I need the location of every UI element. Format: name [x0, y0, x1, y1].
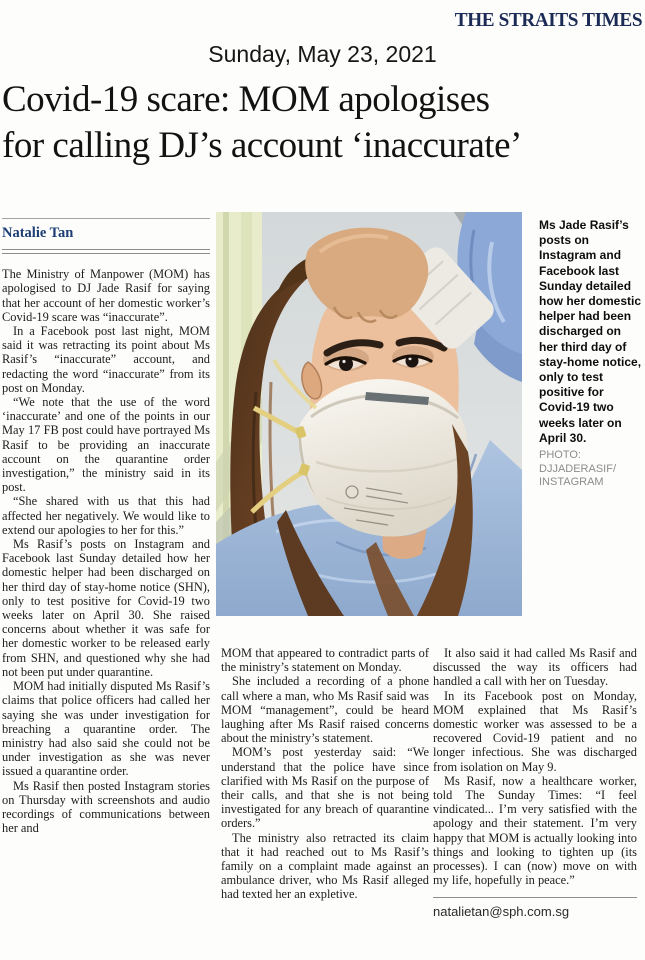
article-body-right	[433, 646, 637, 887]
photo-caption-text: Ms Jade Rasif’s posts on Instagram and Facebook last Sunday detailed how her domestic helper had been discharged on her third day of stay-home notice, only to test positive for Covid-19 two weeks later on April 30.	[539, 218, 642, 445]
headline-line1: Covid-19 scare: MOM apologises	[2, 79, 490, 120]
author-email: natalietan@sph.com.sg	[433, 904, 570, 920]
paragraph: She included a recording of a phone call where a man, who Ms Rasif said was MOM “management”, could be heard laughing after Ms Rasif raised concerns about the ministry’s statement.	[221, 674, 429, 746]
paragraph: MOM had initially disputed Ms Rasif’s claims that police officers had called her saying she was under investigation for breaching a quarantine order. The ministry had also said she could not be under investigation as she was never issued a quarantine order.	[2, 679, 210, 779]
byline-double-rule	[2, 249, 210, 254]
paragraph: The Ministry of Manpower (MOM) has apologised to DJ Jade Rasif for saying that her account of her domestic worker’s Covid-19 scare was “inaccurate”.	[2, 267, 210, 324]
article-body-left	[2, 267, 210, 835]
paragraph: Ms Rasif’s posts on Instagram and Facebook last Sunday detailed how her domestic helper had been discharged on her third day of stay-home notice (SHN), only to test positive for Covid-19 two weeks later on April 30. She raised concerns about whether it was safe for her domestic worker to be released early from SHN, and questioned why she had not been put under quarantine.	[2, 537, 210, 679]
column-left	[2, 218, 210, 835]
paragraph: “We note that the use of the word ‘inaccurate’ and one of the points in our May 17 FB post could have portrayed Ms Rasif to be providing an inaccurate account on the quarantine order investigation,” the ministry said in its post.	[2, 395, 210, 495]
article-body-middle	[221, 646, 429, 902]
paragraph: In its Facebook post on Monday, MOM explained that Ms Rasif’s domestic worker was assessed to be a recovered Covid-19 patient and no longer infectious. She was discharged from isolation on May 9.	[433, 688, 637, 774]
footer-rule	[433, 897, 637, 898]
paragraph: In a Facebook post last night, MOM said it was retracting its point about Ms Rasif’s “inaccurate” account, and redacting the word “inaccurate” from its post on Monday.	[2, 324, 210, 395]
date-line: Sunday, May 23, 2021	[208, 41, 437, 67]
paragraph: The ministry also retracted its claim that it had reached out to Ms Rasif’s family on a complaint made against an ambulance driver, who Ms Rasif alleged had texted her an expletive.	[221, 830, 429, 902]
headline-line2: for calling DJ’s account ‘inaccurate’	[2, 125, 522, 166]
photo-illustration	[216, 212, 522, 616]
paragraph: MOM’s post yesterday said: “We understand that the police have since clarified with Ms Rasif on the purpose of their calls, and that she is not being investigated for any breach of quarantine orders.”	[221, 745, 429, 831]
paragraph: It also said it had called Ms Rasif and discussed the way its officers had handled a call with her on Tuesday.	[433, 646, 637, 689]
paragraph: MOM that appeared to contradict parts of the ministry’s statement on Monday.	[221, 646, 429, 675]
column-right	[433, 646, 637, 920]
column-middle	[221, 646, 429, 902]
article-photo	[216, 212, 522, 616]
paragraph: “She shared with us that this had affected her negatively. We would like to extend our apologies to her for this.”	[2, 494, 210, 537]
photo-credit: PHOTO: DJJADERASIF/ INSTAGRAM	[539, 449, 617, 489]
article-headline	[2, 77, 644, 169]
paragraph: Ms Rasif, now a healthcare worker, told The Sunday Times: “I feel vindicated... I’m very satisfied with the apology and their statement. I’m very happy that MOM is actually looking into things and looking to tighten up (its processes). I can (now) move on with my life, hopefully in peace.”	[433, 773, 637, 888]
paragraph: Ms Rasif then posted Instagram stories on Thursday with screenshots and audio recordings of communications between her and	[2, 778, 210, 836]
photo-caption	[539, 218, 643, 490]
byline-author: Natalie Tan	[2, 225, 74, 241]
straits-times-logo: THE STRAITS TIMES	[454, 9, 642, 31]
